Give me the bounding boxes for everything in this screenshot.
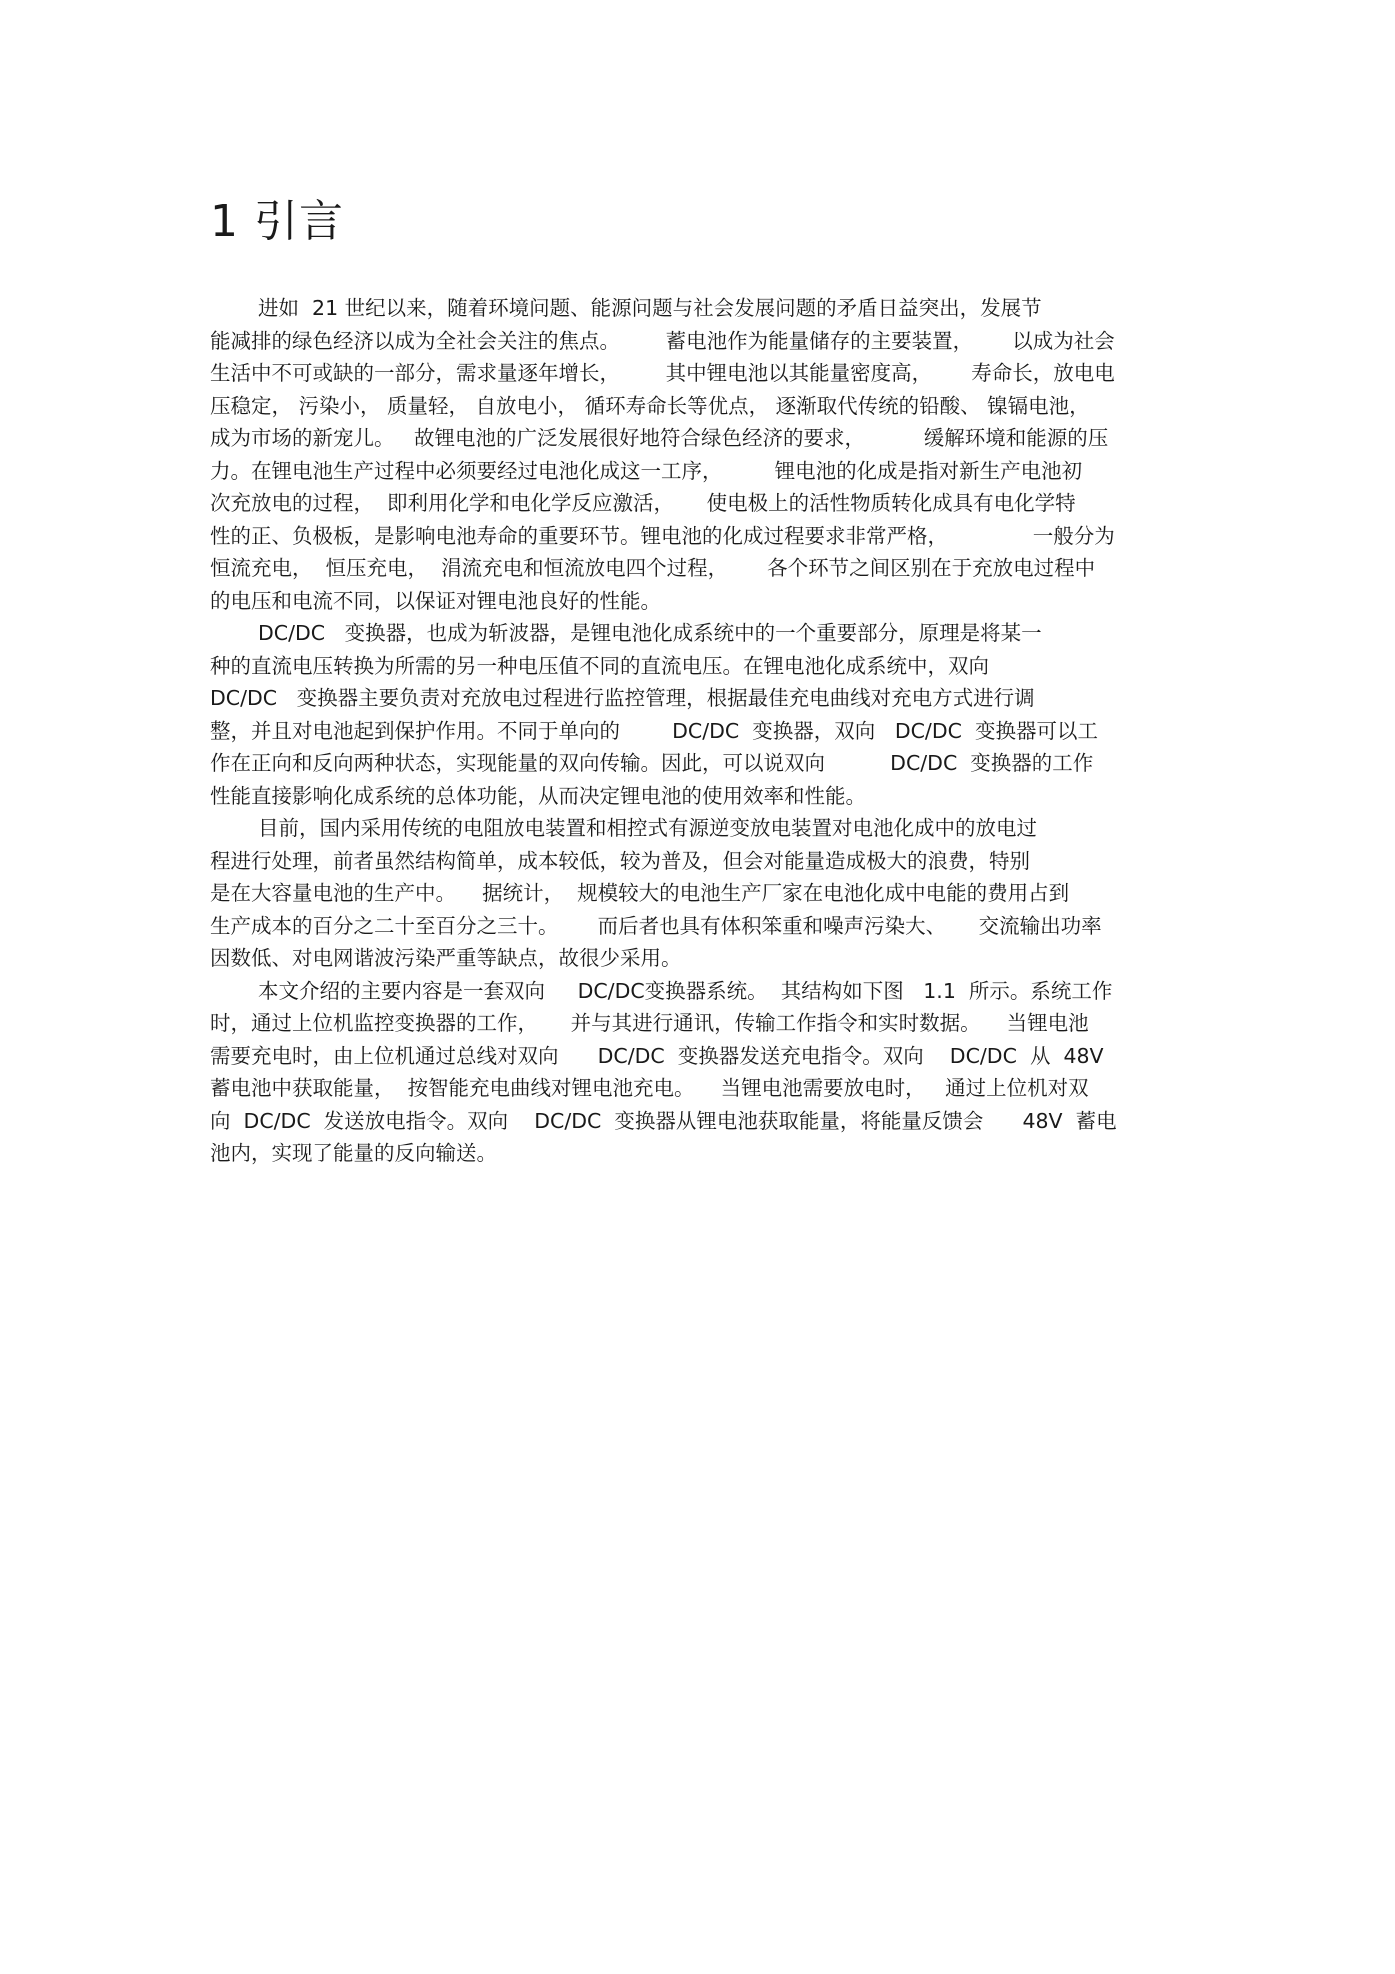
section-heading: 1 引言 [210, 196, 344, 247]
paragraph-system-overview [210, 975, 1200, 1170]
text-line: 力。在锂电池生产过程中必须要经过电池化成这一工序， 锂电池的化成是指对新生产电池初 [210, 458, 1083, 483]
text-line: 恒流充电， 恒压充电， 涓流充电和恒流放电四个过程， 各个环节之间区别在于充放电过程中 [210, 556, 1096, 580]
text-line: 需要充电时，由上位机通过总线对双向 DC/DC 变换器发送充电指令。双向 DC/DC 从 48V [210, 1043, 1104, 1068]
paragraph-current-status [210, 812, 1200, 975]
text-line: DC/DC 变换器主要负责对充放电过程进行监控管理，根据最佳充电曲线对充电方式进行调 [210, 686, 1035, 710]
text-line: 生产成本的百分之二十至百分之三十。 而后者也具有体积笨重和噪声污染大、 交流输出功率 [210, 913, 1102, 938]
text-line: 向 DC/DC 发送放电指令。双向 DC/DC 变换器从锂电池获取能量，将能量反馈会 48V 蓄电 [210, 1108, 1117, 1133]
text-line: 程进行处理，前者虽然结构简单，成本较低，较为普及，但会对能量造成极大的浪费，特别 [210, 848, 1030, 873]
text-line: 本文介绍的主要内容是一套双向 DC/DC变换器系统。 其结构如下图 1.1 所示。系统工作 [258, 978, 1113, 1003]
text-line: 时，通过上位机监控变换器的工作， 并与其进行通讯，传输工作指令和实时数据。 当锂电池 [210, 1011, 1089, 1035]
text-line: 目前，国内采用传统的电阻放电装置和相控式有源逆变放电装置对电池化成中的放电过 [258, 816, 1037, 840]
text-line: 蓄电池中获取能量， 按智能充电曲线对锂电池充电。 当锂电池需要放电时， 通过上位机对双 [210, 1076, 1089, 1100]
paragraph-intro [210, 292, 1200, 617]
text-line: DC/DC 变换器，也成为斩波器，是锂电池化成系统中的一个重要部分，原理是将某一 [258, 621, 1042, 645]
text-line: 因数低、对电网谐波污染严重等缺点，故很少采用。 [210, 946, 682, 970]
text-line: 种的直流电压转换为所需的另一种电压值不同的直流电压。在锂电池化成系统中，双向 [210, 653, 989, 678]
text-line: 整，并且对电池起到保护作用。不同于单向的 DC/DC 变换器，双向 DC/DC 变换器可以工 [210, 718, 1098, 743]
text-line: 性能直接影响化成系统的总体功能，从而决定锂电池的使用效率和性能。 [210, 783, 866, 808]
paragraph-dcdc [210, 617, 1200, 812]
text-line: 作在正向和反向两种状态，实现能量的双向传输。因此，可以说双向 DC/DC 变换器的工作 [210, 751, 1094, 775]
text-line: 能减排的绿色经济以成为全社会关注的焦点。 蓄电池作为能量储存的主要装置， 以成为社会 [210, 328, 1115, 353]
text-line: 次充放电的过程， 即利用化学和电化学反应激活， 使电极上的活性物质转化成具有电化学特 [210, 491, 1076, 515]
text-line: 池内，实现了能量的反向输送。 [210, 1141, 497, 1165]
text-line: 进如 21 世纪以来，随着环境问题、能源问题与社会发展问题的矛盾日益突出，发展节 [258, 296, 1042, 320]
text-line: 性的正、负极板，是影响电池寿命的重要环节。锂电池的化成过程要求非常严格， 一般分为 [210, 523, 1115, 548]
text-line: 生活中不可或缺的一部分，需求量逐年增长， 其中锂电池以其能量密度高， 寿命长，放电电 [210, 361, 1115, 385]
text-line: 压稳定， 污染小， 质量轻， 自放电小， 循环寿命长等优点， 逐渐取代传统的铅酸、 镍镉电池， [210, 393, 1090, 418]
text-line: 的电压和电流不同，以保证对锂电池良好的性能。 [210, 588, 661, 613]
body-text [210, 292, 1200, 1170]
text-line: 成为市场的新宠儿。 故锂电池的广泛发展很好地符合绿色经济的要求， 缓解环境和能源的压 [210, 426, 1109, 450]
text-line: 是在大容量电池的生产中。 据统计， 规模较大的电池生产厂家在电池化成中电能的费用占到 [210, 881, 1070, 905]
